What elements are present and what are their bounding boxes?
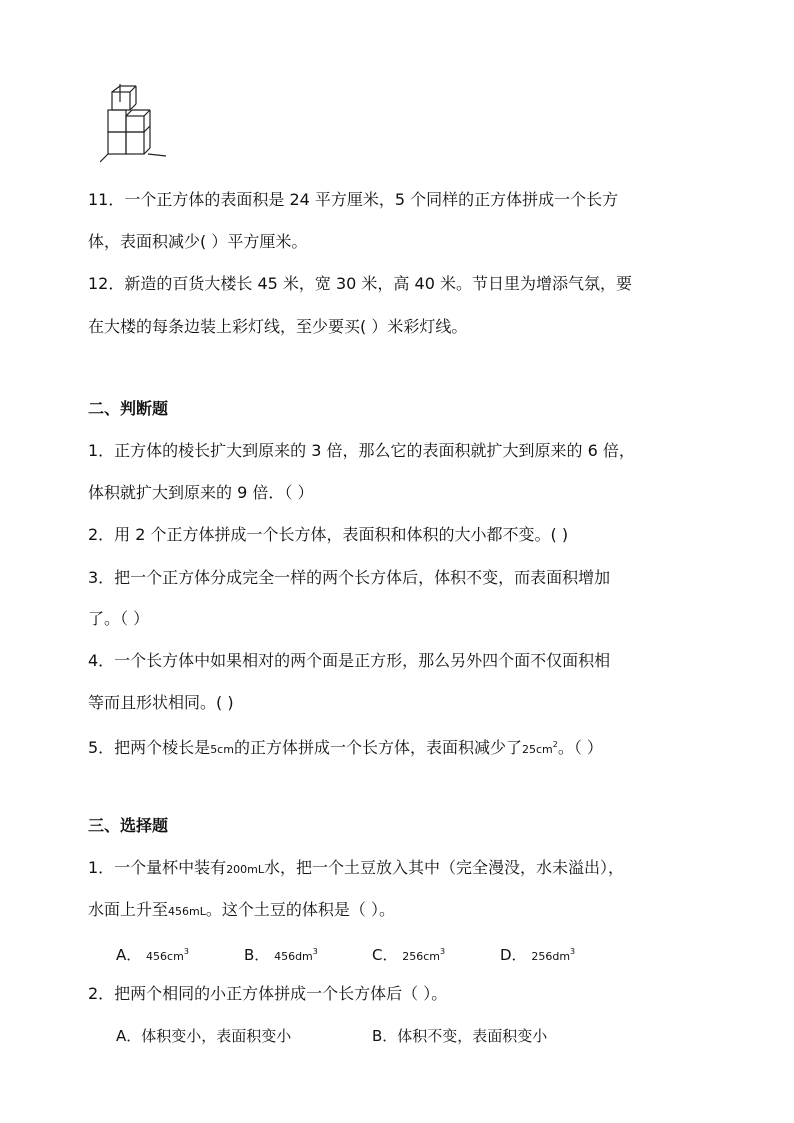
option-sup: 3 bbox=[312, 947, 318, 956]
choice-1-line-2 bbox=[88, 898, 395, 924]
choice-1-option-d[interactable] bbox=[500, 940, 575, 969]
judge-5-mid: 的正方体拼成一个长方体，表面积减少了 bbox=[233, 738, 522, 757]
option-letter: D． bbox=[500, 946, 527, 964]
option-value: 456cm bbox=[146, 950, 184, 963]
option-sup: 3 bbox=[183, 947, 189, 956]
option-sup: 3 bbox=[440, 947, 446, 956]
choice-2-line-1: 2．把两个相同的小正方体拼成一个长方体后（ ）。 bbox=[88, 984, 448, 1003]
choice-1-option-c[interactable] bbox=[372, 940, 445, 969]
question-11-line-2: 体，表面积减少( ）平方厘米。 bbox=[88, 232, 308, 251]
choice-1-pre: 1．一个量杯中装有 bbox=[88, 858, 227, 877]
judge-5-post: 。（ ） bbox=[557, 738, 603, 757]
option-sup: 3 bbox=[570, 947, 576, 956]
judge-4-line-1: 4．一个长方体中如果相对的两个面是正方形，那么另外四个面不仅面积相 bbox=[88, 651, 611, 670]
judge-3-line-1: 3．把一个正方体分成完全一样的两个长方体后，体积不变，而表面积增加 bbox=[88, 568, 611, 587]
judge-1-line-2: 体积就扩大到原来的 9 倍．（ ） bbox=[88, 483, 314, 502]
section-3-title: 三、选择题 bbox=[88, 816, 169, 835]
judge-5-line-1 bbox=[88, 733, 603, 762]
choice-2-option-a[interactable]: A．体积变小，表面积变小 bbox=[116, 1027, 292, 1045]
judge-4-line-2: 等而且形状相同。( ) bbox=[88, 693, 234, 712]
option-letter: C． bbox=[372, 946, 398, 964]
choice-1-value-2: 456mL bbox=[168, 905, 206, 918]
question-11-line-1: 11．一个正方体的表面积是 24 平方厘米，5 个同样的正方体拼成一个长方 bbox=[88, 190, 619, 209]
option-letter: A． bbox=[116, 946, 142, 964]
choice-1-l2-post: 。这个土豆的体积是（ ）。 bbox=[205, 900, 395, 919]
question-12-line-1: 12．新造的百货大楼长 45 米，宽 30 米，高 40 米。节日里为增添气氛，要 bbox=[88, 274, 632, 293]
cube-stack-figure bbox=[100, 82, 170, 166]
section-2-title: 二、判断题 bbox=[88, 399, 169, 418]
judge-5-sup: 2 bbox=[552, 740, 558, 749]
judge-5-value-2: 25cm bbox=[521, 743, 553, 756]
choice-2-option-b[interactable]: B．体积不变，表面积变小 bbox=[372, 1027, 548, 1045]
choice-1-option-a[interactable] bbox=[116, 940, 189, 969]
choice-1-post: 水，把一个土豆放入其中（完全漫没，水未溢出）， bbox=[264, 858, 625, 877]
choice-1-line-1 bbox=[88, 856, 624, 882]
judge-2-line-1: 2．用 2 个正方体拼成一个长方体，表面积和体积的大小都不变。( ) bbox=[88, 525, 569, 544]
judge-3-line-2: 了。（ ） bbox=[88, 609, 150, 628]
choice-1-value-1: 200mL bbox=[226, 863, 265, 876]
choice-1-option-b[interactable] bbox=[244, 940, 318, 969]
option-value: 456dm bbox=[274, 950, 313, 963]
choice-1-l2-pre: 水面上升至 bbox=[88, 900, 169, 919]
judge-5-pre: 5．把两个棱长是 bbox=[88, 738, 211, 757]
option-value: 256cm bbox=[402, 950, 441, 963]
question-12-line-2: 在大楼的每条边装上彩灯线，至少要买( ）米彩灯线。 bbox=[88, 317, 468, 336]
judge-5-value-1: 5cm bbox=[210, 743, 234, 756]
option-letter: B． bbox=[244, 946, 270, 964]
option-value: 256dm bbox=[531, 950, 571, 963]
judge-1-line-1: 1．正方体的棱长扩大到原来的 3 倍，那么它的表面积就扩大到原来的 6 倍， bbox=[88, 441, 635, 460]
